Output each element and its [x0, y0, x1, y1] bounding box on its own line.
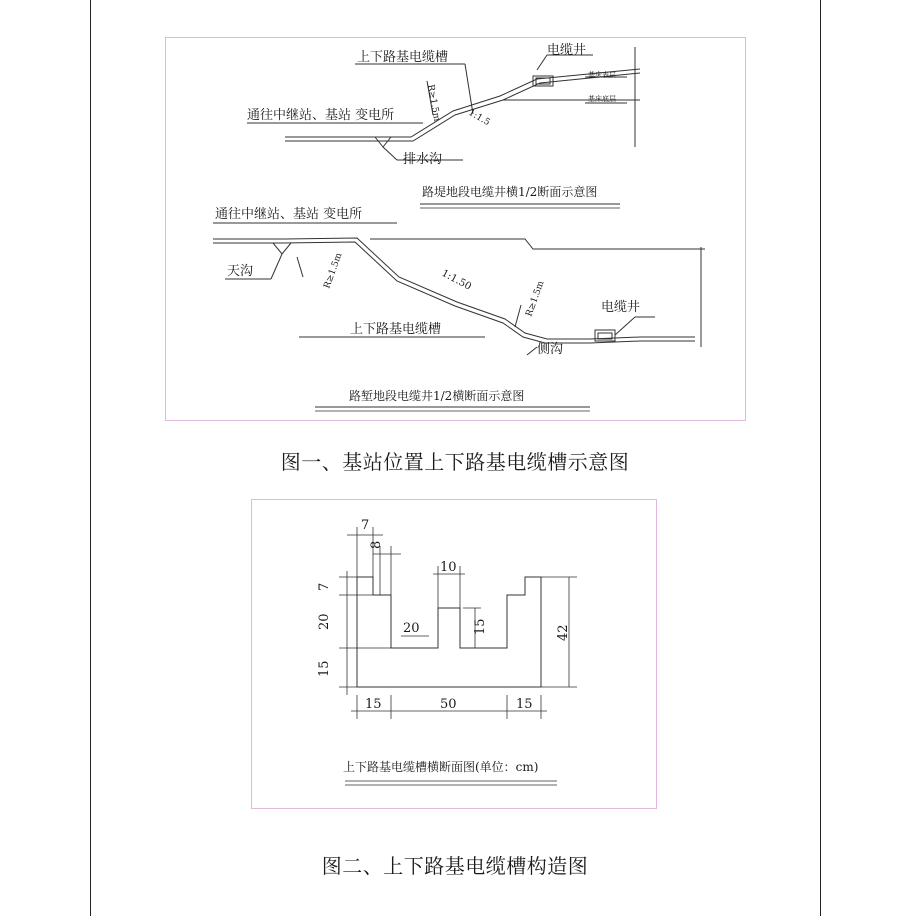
top-radius-label: R≥1.5m [425, 83, 442, 123]
figure2-trough-section-drawing [251, 499, 657, 809]
dim-top-left-7: 7 [361, 518, 370, 533]
bottom-diagram-title: 路堑地段电缆井1/2横断面示意图 [349, 389, 525, 403]
figure2-caption: 图二、上下路基电缆槽构造图 [321, 854, 589, 878]
dim-top-mid-10: 10 [440, 560, 457, 575]
bottom-sky-ditch-label: 天沟 [227, 264, 254, 279]
dim-bottom-15-left: 15 [365, 697, 382, 712]
dim-inner-15: 15 [473, 618, 488, 635]
figure1-cross-section-diagram [165, 37, 746, 421]
bottom-radius-left-label: R≥1.5m [322, 251, 345, 291]
dim-inner-20: 20 [403, 621, 420, 636]
dim-bottom-15-right: 15 [516, 697, 533, 712]
top-surface-layer-label: 基床表层 [588, 71, 616, 79]
bottom-to-station-label: 通往中继站、基站 变电所 [215, 207, 363, 222]
top-cable-trough-label: 上下路基电缆槽 [357, 50, 449, 65]
bottom-side-ditch-label: 侧沟 [537, 342, 564, 357]
bottom-cable-well-label: 电缆井 [601, 300, 641, 315]
dim-top-left-8: 8 [369, 540, 384, 549]
top-to-station-label: 通往中继站、基站 变电所 [247, 108, 395, 123]
dim-left-15: 15 [317, 660, 332, 677]
figure1-caption: 图一、基站位置上下路基电缆槽示意图 [280, 450, 630, 474]
dim-right-42: 42 [556, 624, 571, 641]
top-diagram-title: 路堤地段电缆井横1/2断面示意图 [422, 185, 598, 199]
bottom-slope-label: 1:1.50 [439, 267, 474, 293]
dim-bottom-50: 50 [440, 697, 457, 712]
dim-left-7: 7 [317, 582, 332, 591]
figure2-drawing-title: 上下路基电缆槽横断面图(单位：cm) [343, 760, 539, 774]
bottom-radius-right-label: R≥1.5m [524, 279, 547, 319]
top-drain-ditch-label: 排水沟 [403, 152, 443, 167]
dim-left-20: 20 [317, 613, 332, 630]
trough-profile [357, 577, 541, 687]
top-slope-label: 1:1.5 [466, 107, 492, 129]
top-cable-well-label: 电缆井 [547, 43, 587, 58]
top-bottom-layer-label: 基床底层 [588, 95, 616, 103]
bottom-cable-trough-label: 上下路基电缆槽 [350, 322, 442, 337]
